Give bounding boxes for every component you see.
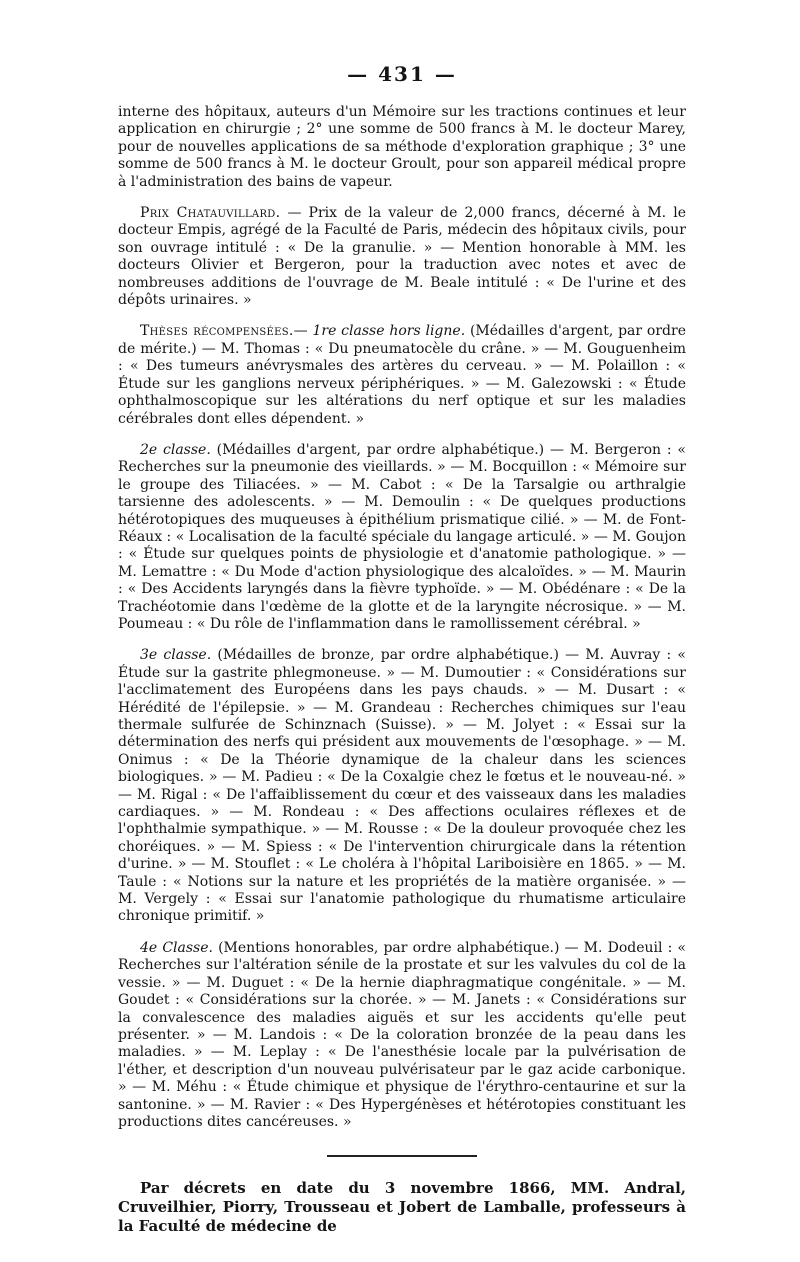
paragraph-prix-chatauvillard — [118, 205, 686, 309]
page-number: — 431 — — [347, 62, 457, 86]
paragraph-text: (Médailles d'argent, par ordre alphabétique.) — M. Bergeron : « Recherches sur la pneumonie des vieillards. » — M. Bocquillon : « Mémoire sur le groupe des Tiliacées. » — M. Cabot : « De la Tarsalgie ou arthralgie tarsienne des adolescents. » — M. Demoulin : « De quelques productions hétérotopiques des muqueuses à épithélium prismatique cilié. » — M. de Font-Réaux : « Localisation de la faculté spéciale du langage articulé. » — M. Goujon : « Étude sur quelques points de physiologie et d'anatomie pathologique. » — M. Lemattre : « Du Mode d'action physiologique des alcaloïdes. » — M. Maurin : « Des Accidents laryngés dans la fièvre typhoïde. » — M. Obédénare : « De la Trachéotomie dans l'œdème de la glotte et de la laryngite nécrosique. » — M. Poumeau : « Du rôle de l'inflammation dans le ramollissement cérébral. » — [118, 441, 686, 632]
paragraph-text: (Médailles de bronze, par ordre alphabétique.) — M. Auvray : « Étude sur la gastrite phlegmoneuse. » — M. Dumoutier : « Considérations sur l'acclimatement des Européens dans les pays chauds. » — M. Dusart : « Hérédité de l'épilepsie. » — M. Grandeau : Recherches chimiques sur l'eau thermale sulfurée de Schinznach (Suisse). » — M. Jolyet : « Essai sur la détermination des nerfs qui président aux mouvements de l'œsophage. » — M. Onimus : « De la Théorie dynamique de la chaleur dans les sciences biologiques. » — M. Padieu : « De la Coxalgie chez le fœtus et le nouveau-né. » — M. Rigal : « De l'affaiblissement du cœur et des vaisseaux dans les maladies cardiaques. » — M. Rondeau : « Des affections oculaires réflexes et de l'ophthalmie sympathique. » — M. Rousse : « De la douleur provoquée chez les choréiques. » — M. Spiess : « De l'intervention chirurgicale dans la rétention d'urine. » — M. Stouflet : « Le choléra à l'hôpital Lariboisière en 1865. » — M. Taule : « Notions sur la nature et les propriétés de la matière organisée. » — M. Vergely : « Essai sur l'anatomie pathologique du rhumatisme articulaire chronique primitif. » — [118, 647, 686, 925]
paragraph-text: (Médailles d'argent, par ordre de mérite.) — M. Thomas : « Du pneumatocèle du crâne. » — M. Gouguenheim : « Des tumeurs anévrysmales des artères du cerveau. » — M. Polaillon : « Étude sur les ganglions nerveux périphériques. » — M. Galezowski : « Étude ophthalmoscopique sur les altérations du nerf optique et sur les maladies cérébrales dont elles dépendent. » — [118, 323, 686, 427]
paragraph-text: (Mentions honorables, par ordre alphabétique.) — M. Dodeuil : « Recherches sur l'altération sénile de la prostate et sur les valvules du col de la vessie. » — M. Duguet : « De la hernie diaphragmatique congénitale. » — M. Goudet : « Considérations sur la chorée. » — M. Janets : « Considérations sur la convalescence des maladies aiguës et sur les accidents qu'elle peut présenter. » — M. Landois : « De la coloration bronzée de la peau dans les maladies. » — M. Leplay : « De l'anesthésie locale par la pulvérisation de l'éther, et description d'un nouveau pulvérisateur par le gaz acide carbonique. » — M. Méhu : « Étude chimique et physique de l'érythro-centaurine et sur la santonine. » — M. Ravier : « Des Hypergénèses et hétérotopies constituant les productions dites cancéreuses. » — [118, 939, 686, 1130]
paragraph-text: — Prix de la valeur de 2,000 francs, décerné à M. le docteur Empis, agrégé de la Faculté de Paris, médecin des hôpitaux civils, pour son ouvrage intitulé : « De la granulie. » — Mention honorable à MM. les docteurs Olivier et Bergeron, pour la traduction avec notes et avec de nombreuses additions de l'ouvrage de M. Beale intitulé : « De l'urine et des dépôts urinaires. » — [118, 205, 686, 309]
section-divider — [327, 1155, 477, 1157]
class-label: 3e classe. — [140, 647, 212, 664]
section-heading: Thèses récompensées. — [140, 323, 294, 340]
paragraph-decree — [118, 1179, 686, 1236]
heading-dash: — — [293, 323, 313, 340]
paragraph-3e-classe — [118, 647, 686, 926]
paragraph-theses-1re-classe — [118, 323, 686, 427]
class-label: 2e classe. — [140, 441, 211, 458]
class-label: 4e Classe. — [140, 939, 213, 956]
section-heading: Prix Chatauvillard. — [140, 205, 281, 222]
paragraph-2e-classe — [118, 442, 686, 633]
paragraph-continuation — [118, 104, 686, 191]
paragraph-text: Par décrets en date du 3 novembre 1866, MM. Andral, Cruveilhier, Piorry, Trousseau et Jobert de Lamballe, professeurs à la Faculté de médecine de — [118, 1179, 686, 1236]
paragraph-text: interne des hôpitaux, auteurs d'un Mémoire sur les tractions continues et leur application en chirurgie ; 2° une somme de 500 francs à M. le docteur Marey, pour de nouvelles applications de sa méthode d'exploration graphique ; 3° une somme de 500 francs à M. le docteur Groult, pour son appareil médical propre à l'administration des bains de vapeur. — [118, 104, 686, 190]
book-page — [118, 62, 686, 1242]
class-label: 1re classe hors ligne. — [312, 323, 466, 340]
paragraph-4e-classe — [118, 940, 686, 1131]
